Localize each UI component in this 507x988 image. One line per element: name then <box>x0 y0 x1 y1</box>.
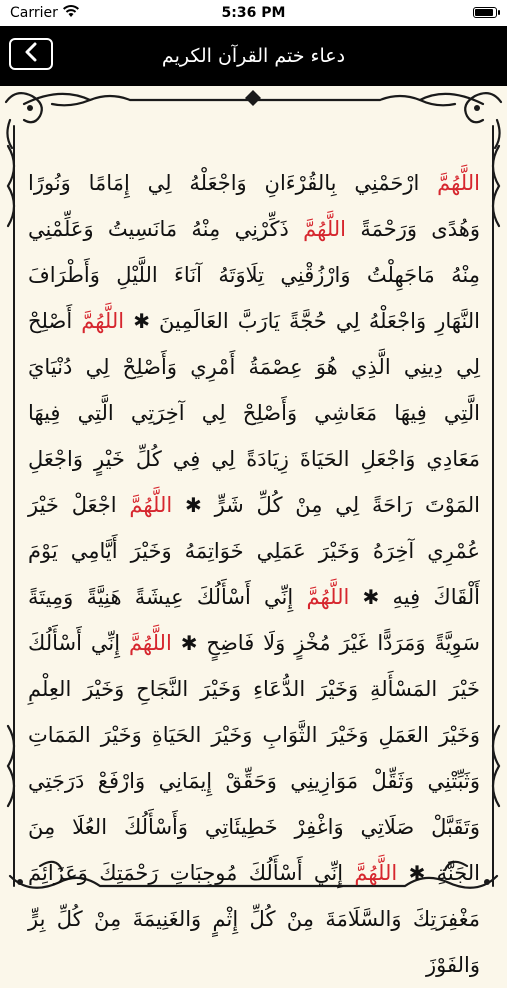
separator-star: ✱ <box>362 585 380 609</box>
separator-star: ✱ <box>408 861 426 885</box>
prayer-segment: إِنِّي أَسْأَلُكَ مُوجِبَاتِ رَحْمَتِكَ وَعَزَائِمَ مَغْفِرَتِكَ وَالسَّلَامَةَ مِنْ كُلِّ إِثْمٍ وَالغَنِيمَةَ مِنْ كُلِّ بِرٍّ وَالفَوْزَ <box>28 861 480 977</box>
separator-star: ✱ <box>180 631 198 655</box>
separator-star: ✱ <box>133 309 150 333</box>
allahumma-highlight: اللَّهُمَّ <box>354 861 398 885</box>
page-title: دعاء ختم القرآن الكريم <box>161 45 346 67</box>
allahumma-highlight: اللَّهُمَّ <box>437 171 480 195</box>
prayer-page[interactable] <box>0 86 507 977</box>
battery-icon <box>473 7 497 18</box>
prayer-segment: اجْعَلْ خَيْرَ عُمْرِي آخِرَهُ وَخَيْرَ عَمَلِي خَوَاتِمَهُ وَخَيْرَ أَيَّامِي يَوْمَ أَلْقَاكَ فِيهِ <box>28 493 480 609</box>
prayer-text <box>28 160 480 988</box>
navigation-bar <box>0 26 507 86</box>
back-button[interactable] <box>9 38 53 70</box>
separator-star: ✱ <box>185 493 202 517</box>
allahumma-highlight: اللَّهُمَّ <box>306 585 350 609</box>
chevron-left-icon <box>24 42 38 66</box>
status-time: 5:36 PM <box>221 5 286 21</box>
prayer-segment: ارْحَمْنِي بِالقُرْءَانِ وَاجْعَلْهُ لِي إِمَامًا وَنُورًا وَهُدًى وَرَحْمَةً <box>28 171 480 241</box>
prayer-segment: إِنِّي أَسْأَلُكَ خَيْرَ المَسْأَلةِ وَخَيْرَ الدُّعَاءِ وَخَيْرَ النَّجَاحِ وَخَيْرَ العِلْمِ وَخَيْرَ العَمَلِ وَخَيْرَ الثَّوَابِ وَخَيْرَ الحَيَاةِ وَخَيْرَ المَمَاتِ وَثَبِّتْنِي وَثَقِّلْ مَوَازِينِي وَحَقِّقْ إِيمَانِي وَارْفَعْ دَرَجَتِي وَتَقَبَّلْ صَلَاتِي وَاغْفِرْ خَطِيئَاتِي وَأَسْأَلُكَ العُلَا مِنَ الجَنَّةِ <box>28 631 481 885</box>
prayer-segment: أَصْلِحْ لِي دِينِي الَّذِي هُوَ عِصْمَةُ أَمْرِي وَأَصْلِحْ لِي دُنْيَايَ الَّتِي فِيهَا مَعَاشِي وَأَصْلِحْ لِي آخِرَتِي الَّتِي فِيهَا مَعَادِي وَاجْعَلِ الحَيَاةَ زِيَادَةً لِي فِي كُلِّ خَيْرٍ وَاجْعَلِ المَوْتَ رَاحَةً لِي مِنْ كُلِّ شَرٍّ <box>28 309 481 517</box>
allahumma-highlight: اللَّهُمَّ <box>128 631 172 655</box>
allahumma-highlight: اللَّهُمَّ <box>129 493 173 517</box>
status-bar <box>0 0 507 26</box>
allahumma-highlight: اللَّهُمَّ <box>303 217 347 241</box>
carrier-label: Carrier <box>10 5 58 21</box>
prayer-segment: إِنِّي أَسْأَلُكَ عِيشَةً هَنِيَّةً وَمِيتَةً سَوِيَّةً وَمَرَدًّا غَيْرَ مُخْزٍ وَلَا فَاضِحٍ <box>28 585 480 655</box>
allahumma-highlight: اللَّهُمَّ <box>81 309 125 333</box>
prayer-segment: ذَكِّرْنِي مِنْهُ مَانَسِيتُ وَعَلِّمْنِي مِنْهُ مَاجَهِلْتُ وَارْزُقْنِي تِلَاوَتَهُ آنَاءَ اللَّيْلِ وَأَطْرَافَ النَّهَارِ وَاجْعَلْهُ لِي حُجَّةً يَارَبَّ العَالَمِينَ <box>28 217 480 333</box>
